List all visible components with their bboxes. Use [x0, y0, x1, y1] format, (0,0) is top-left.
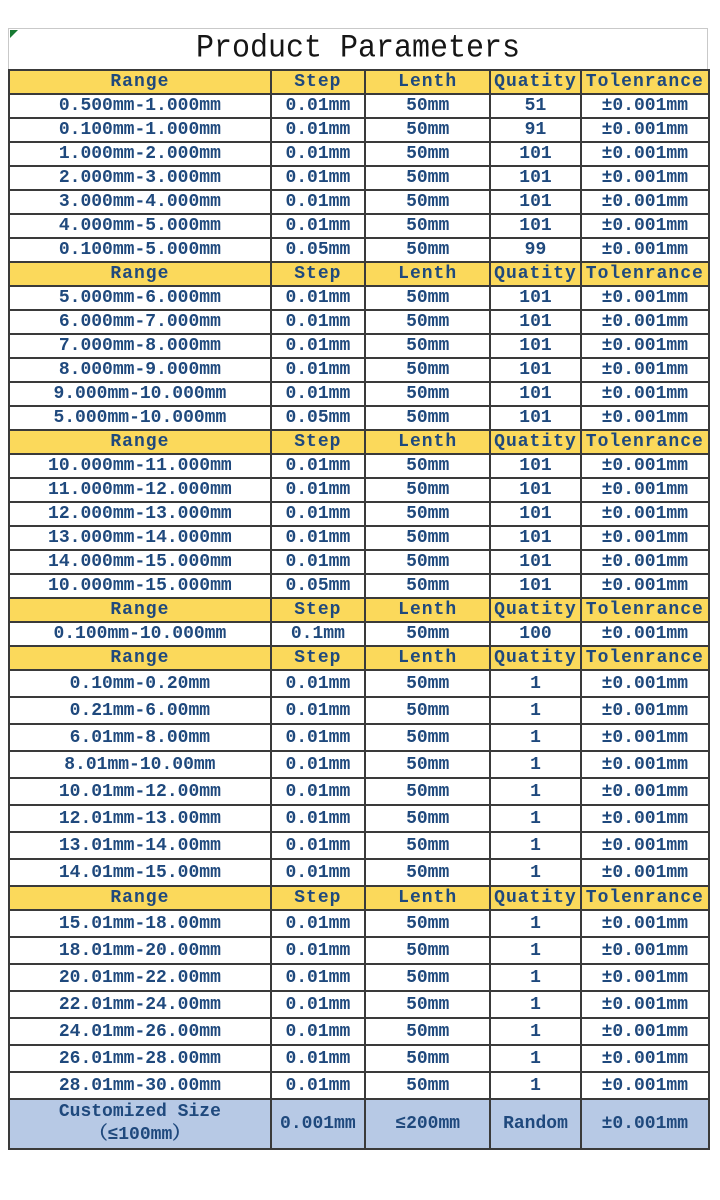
data-cell: 26.01mm-28.00mm [9, 1045, 271, 1072]
data-cell: 0.01mm [271, 382, 365, 406]
data-cell: 50mm [365, 937, 490, 964]
data-cell: 0.001mm [271, 1099, 365, 1149]
table-row [9, 478, 709, 502]
data-cell: 101 [490, 550, 580, 574]
data-cell: 1 [490, 1045, 580, 1072]
data-cell: 0.01mm [271, 286, 365, 310]
data-cell: 0.01mm [271, 859, 365, 886]
data-cell: 0.01mm [271, 142, 365, 166]
customized-size-line2: （≤100mm） [89, 1125, 191, 1145]
column-header-tolenrance: Tolenrance [581, 262, 709, 286]
data-cell: 0.01mm [271, 358, 365, 382]
data-cell: ±0.001mm [581, 502, 709, 526]
data-cell: 0.01mm [271, 1045, 365, 1072]
data-cell: ±0.001mm [581, 310, 709, 334]
column-header-quatity: Quatity [490, 262, 580, 286]
data-cell: 101 [490, 478, 580, 502]
table-row [9, 166, 709, 190]
data-cell: 0.01mm [271, 670, 365, 697]
data-cell: 50mm [365, 94, 490, 118]
data-cell: 8.000mm-9.000mm [9, 358, 271, 382]
data-cell: 0.01mm [271, 454, 365, 478]
data-cell: 50mm [365, 751, 490, 778]
table-row [9, 622, 709, 646]
column-header-lenth: Lenth [365, 430, 490, 454]
data-cell: 0.05mm [271, 238, 365, 262]
table-row [9, 805, 709, 832]
data-cell: 1 [490, 991, 580, 1018]
data-cell: 3.000mm-4.000mm [9, 190, 271, 214]
data-cell: 28.01mm-30.00mm [9, 1072, 271, 1099]
data-cell: 101 [490, 454, 580, 478]
data-cell: 101 [490, 382, 580, 406]
data-cell: 4.000mm-5.000mm [9, 214, 271, 238]
data-cell: 1 [490, 832, 580, 859]
data-cell: ±0.001mm [581, 358, 709, 382]
data-cell: 0.01mm [271, 937, 365, 964]
table-row [9, 406, 709, 430]
data-cell: 50mm [365, 550, 490, 574]
section-header-row-3 [9, 430, 709, 454]
data-cell: 14.000mm-15.000mm [9, 550, 271, 574]
data-cell: 101 [490, 502, 580, 526]
data-cell: 101 [490, 574, 580, 598]
data-cell: ±0.001mm [581, 478, 709, 502]
data-cell: 0.10mm-0.20mm [9, 670, 271, 697]
data-cell: 0.01mm [271, 832, 365, 859]
data-cell: ±0.001mm [581, 832, 709, 859]
data-cell: 8.01mm-10.00mm [9, 751, 271, 778]
data-cell: 0.1mm [271, 622, 365, 646]
table-row [9, 964, 709, 991]
table-row [9, 190, 709, 214]
column-header-tolenrance: Tolenrance [581, 646, 709, 670]
data-cell: 50mm [365, 859, 490, 886]
data-cell: 0.01mm [271, 964, 365, 991]
table-row [9, 1072, 709, 1099]
table-row [9, 697, 709, 724]
data-cell: 9.000mm-10.000mm [9, 382, 271, 406]
column-header-step: Step [271, 262, 365, 286]
data-cell: 50mm [365, 286, 490, 310]
column-header-quatity: Quatity [490, 646, 580, 670]
data-cell: ±0.001mm [581, 574, 709, 598]
data-cell: 0.01mm [271, 478, 365, 502]
data-cell: 0.01mm [271, 526, 365, 550]
data-cell: 1 [490, 937, 580, 964]
data-cell: 50mm [365, 214, 490, 238]
data-cell: 50mm [365, 454, 490, 478]
column-header-quatity: Quatity [490, 886, 580, 910]
table-row [9, 238, 709, 262]
data-cell: 101 [490, 526, 580, 550]
data-cell: 101 [490, 406, 580, 430]
data-cell: 1 [490, 964, 580, 991]
parameters-table [8, 69, 710, 1150]
data-cell: 50mm [365, 670, 490, 697]
data-cell: 101 [490, 310, 580, 334]
data-cell: 1 [490, 910, 580, 937]
table-row [9, 94, 709, 118]
data-cell: 0.01mm [271, 190, 365, 214]
column-header-step: Step [271, 598, 365, 622]
column-header-lenth: Lenth [365, 70, 490, 94]
page-title [8, 28, 708, 69]
column-header-lenth: Lenth [365, 646, 490, 670]
data-cell: 50mm [365, 778, 490, 805]
data-cell: ±0.001mm [581, 238, 709, 262]
data-cell: 50mm [365, 1018, 490, 1045]
table-row [9, 751, 709, 778]
data-cell: 0.01mm [271, 94, 365, 118]
column-header-range: Range [9, 646, 271, 670]
data-cell: 0.01mm [271, 805, 365, 832]
data-cell: 0.01mm [271, 166, 365, 190]
column-header-step: Step [271, 430, 365, 454]
data-cell: 50mm [365, 310, 490, 334]
column-header-quatity: Quatity [490, 430, 580, 454]
data-cell: ±0.001mm [581, 1099, 709, 1149]
data-cell: 15.01mm-18.00mm [9, 910, 271, 937]
data-cell: 1 [490, 1072, 580, 1099]
column-header-lenth: Lenth [365, 886, 490, 910]
table-row [9, 550, 709, 574]
data-cell: ±0.001mm [581, 334, 709, 358]
data-cell: 0.01mm [271, 214, 365, 238]
table-row [9, 334, 709, 358]
data-cell: ±0.001mm [581, 118, 709, 142]
data-cell: ±0.001mm [581, 382, 709, 406]
data-cell: 0.01mm [271, 697, 365, 724]
data-cell: 10.000mm-15.000mm [9, 574, 271, 598]
data-cell: ±0.001mm [581, 859, 709, 886]
data-cell: 50mm [365, 964, 490, 991]
data-cell: ±0.001mm [581, 1072, 709, 1099]
data-cell: 50mm [365, 334, 490, 358]
data-cell: 0.01mm [271, 502, 365, 526]
data-cell: 50mm [365, 406, 490, 430]
data-cell: 0.100mm-5.000mm [9, 238, 271, 262]
section-header-row-6 [9, 886, 709, 910]
data-cell: 2.000mm-3.000mm [9, 166, 271, 190]
data-cell: 1 [490, 670, 580, 697]
data-cell: 50mm [365, 502, 490, 526]
data-cell: 12.000mm-13.000mm [9, 502, 271, 526]
column-header-range: Range [9, 886, 271, 910]
data-cell: ±0.001mm [581, 805, 709, 832]
data-cell: ±0.001mm [581, 670, 709, 697]
data-cell: 0.01mm [271, 991, 365, 1018]
data-cell: ±0.001mm [581, 190, 709, 214]
data-cell: 5.000mm-10.000mm [9, 406, 271, 430]
data-cell: 12.01mm-13.00mm [9, 805, 271, 832]
data-cell: 0.500mm-1.000mm [9, 94, 271, 118]
data-cell: 101 [490, 166, 580, 190]
data-cell: ±0.001mm [581, 778, 709, 805]
data-cell: 1 [490, 724, 580, 751]
data-cell: ±0.001mm [581, 1045, 709, 1072]
data-cell: ±0.001mm [581, 622, 709, 646]
column-header-range: Range [9, 598, 271, 622]
data-cell: 0.21mm-6.00mm [9, 697, 271, 724]
data-cell: 24.01mm-26.00mm [9, 1018, 271, 1045]
table-row [9, 574, 709, 598]
data-cell: 10.000mm-11.000mm [9, 454, 271, 478]
data-cell: 101 [490, 358, 580, 382]
data-cell: 18.01mm-20.00mm [9, 937, 271, 964]
table-row [9, 454, 709, 478]
data-cell: 5.000mm-6.000mm [9, 286, 271, 310]
table-row [9, 778, 709, 805]
data-cell: 1 [490, 697, 580, 724]
data-cell: 50mm [365, 910, 490, 937]
data-cell: 6.01mm-8.00mm [9, 724, 271, 751]
page-title-text: Product Parameters [195, 30, 521, 68]
customized-size-row [9, 1099, 709, 1149]
data-cell: 100 [490, 622, 580, 646]
data-cell: ≤200mm [365, 1099, 490, 1149]
column-header-lenth: Lenth [365, 262, 490, 286]
data-cell: 50mm [365, 1045, 490, 1072]
column-header-range: Range [9, 262, 271, 286]
data-cell: 0.01mm [271, 778, 365, 805]
column-header-tolenrance: Tolenrance [581, 598, 709, 622]
data-cell: ±0.001mm [581, 964, 709, 991]
data-cell: 50mm [365, 697, 490, 724]
data-cell: 101 [490, 214, 580, 238]
data-cell: 50mm [365, 622, 490, 646]
data-cell: ±0.001mm [581, 937, 709, 964]
data-cell: 50mm [365, 805, 490, 832]
table-row [9, 859, 709, 886]
data-cell: 0.05mm [271, 574, 365, 598]
data-cell: 50mm [365, 832, 490, 859]
data-cell: 1 [490, 751, 580, 778]
table-row [9, 358, 709, 382]
column-header-step: Step [271, 70, 365, 94]
data-cell: 50mm [365, 574, 490, 598]
data-cell: 50mm [365, 190, 490, 214]
data-cell: 0.01mm [271, 910, 365, 937]
data-cell: 0.01mm [271, 334, 365, 358]
data-cell: 101 [490, 286, 580, 310]
section-header-row-5 [9, 646, 709, 670]
table-row [9, 724, 709, 751]
data-cell: 50mm [365, 526, 490, 550]
column-header-step: Step [271, 886, 365, 910]
cell-error-triangle-icon [10, 30, 18, 38]
data-cell: 50mm [365, 991, 490, 1018]
data-cell: 0.01mm [271, 118, 365, 142]
data-cell: 0.01mm [271, 550, 365, 574]
data-cell: 0.01mm [271, 751, 365, 778]
column-header-lenth: Lenth [365, 598, 490, 622]
data-cell: ±0.001mm [581, 724, 709, 751]
data-cell: ±0.001mm [581, 94, 709, 118]
data-cell: ±0.001mm [581, 286, 709, 310]
table-row [9, 832, 709, 859]
data-cell: 0.100mm-1.000mm [9, 118, 271, 142]
data-cell: 91 [490, 118, 580, 142]
customized-size-line1: Customized Size [58, 1102, 221, 1122]
data-cell: 50mm [365, 478, 490, 502]
table-row [9, 502, 709, 526]
customized-size-cell [9, 1099, 271, 1149]
table-row [9, 526, 709, 550]
data-cell: 13.01mm-14.00mm [9, 832, 271, 859]
column-header-tolenrance: Tolenrance [581, 886, 709, 910]
data-cell: 14.01mm-15.00mm [9, 859, 271, 886]
data-cell: 50mm [365, 238, 490, 262]
table-row [9, 142, 709, 166]
table-row [9, 1018, 709, 1045]
table-row [9, 670, 709, 697]
section-header-row-4 [9, 598, 709, 622]
data-cell: 99 [490, 238, 580, 262]
data-cell: 50mm [365, 118, 490, 142]
data-cell: 0.01mm [271, 724, 365, 751]
data-cell: ±0.001mm [581, 214, 709, 238]
data-cell: 0.01mm [271, 310, 365, 334]
data-cell: 50mm [365, 142, 490, 166]
table-row [9, 382, 709, 406]
data-cell: 7.000mm-8.000mm [9, 334, 271, 358]
table-row [9, 910, 709, 937]
section-header-row-2 [9, 262, 709, 286]
table-row [9, 937, 709, 964]
data-cell: ±0.001mm [581, 142, 709, 166]
data-cell: Random [490, 1099, 580, 1149]
data-cell: 10.01mm-12.00mm [9, 778, 271, 805]
column-header-range: Range [9, 70, 271, 94]
data-cell: 0.05mm [271, 406, 365, 430]
data-cell: ±0.001mm [581, 166, 709, 190]
data-cell: 1 [490, 805, 580, 832]
data-cell: 0.01mm [271, 1072, 365, 1099]
data-cell: 20.01mm-22.00mm [9, 964, 271, 991]
data-cell: ±0.001mm [581, 454, 709, 478]
data-cell: 101 [490, 334, 580, 358]
table-row [9, 310, 709, 334]
table-row [9, 991, 709, 1018]
table-row [9, 118, 709, 142]
data-cell: ±0.001mm [581, 991, 709, 1018]
data-cell: 11.000mm-12.000mm [9, 478, 271, 502]
column-header-step: Step [271, 646, 365, 670]
data-cell: 50mm [365, 166, 490, 190]
data-cell: 22.01mm-24.00mm [9, 991, 271, 1018]
table-row [9, 1045, 709, 1072]
data-cell: 50mm [365, 358, 490, 382]
data-cell: ±0.001mm [581, 550, 709, 574]
data-cell: 1 [490, 1018, 580, 1045]
column-header-tolenrance: Tolenrance [581, 430, 709, 454]
data-cell: 1 [490, 778, 580, 805]
data-cell: 0.01mm [271, 1018, 365, 1045]
column-header-tolenrance: Tolenrance [581, 70, 709, 94]
data-cell: ±0.001mm [581, 697, 709, 724]
data-cell: 1 [490, 859, 580, 886]
data-cell: 13.000mm-14.000mm [9, 526, 271, 550]
data-cell: 51 [490, 94, 580, 118]
data-cell: 50mm [365, 382, 490, 406]
data-cell: 101 [490, 190, 580, 214]
data-cell: 1.000mm-2.000mm [9, 142, 271, 166]
data-cell: 50mm [365, 724, 490, 751]
data-cell: 0.100mm-10.000mm [9, 622, 271, 646]
data-cell: ±0.001mm [581, 1018, 709, 1045]
table-row [9, 214, 709, 238]
table-row [9, 286, 709, 310]
column-header-range: Range [9, 430, 271, 454]
data-cell: 50mm [365, 1072, 490, 1099]
data-cell: ±0.001mm [581, 910, 709, 937]
column-header-quatity: Quatity [490, 598, 580, 622]
data-cell: 101 [490, 142, 580, 166]
section-header-row-1 [9, 70, 709, 94]
data-cell: ±0.001mm [581, 751, 709, 778]
data-cell: ±0.001mm [581, 406, 709, 430]
data-cell: ±0.001mm [581, 526, 709, 550]
data-cell: 6.000mm-7.000mm [9, 310, 271, 334]
column-header-quatity: Quatity [490, 70, 580, 94]
